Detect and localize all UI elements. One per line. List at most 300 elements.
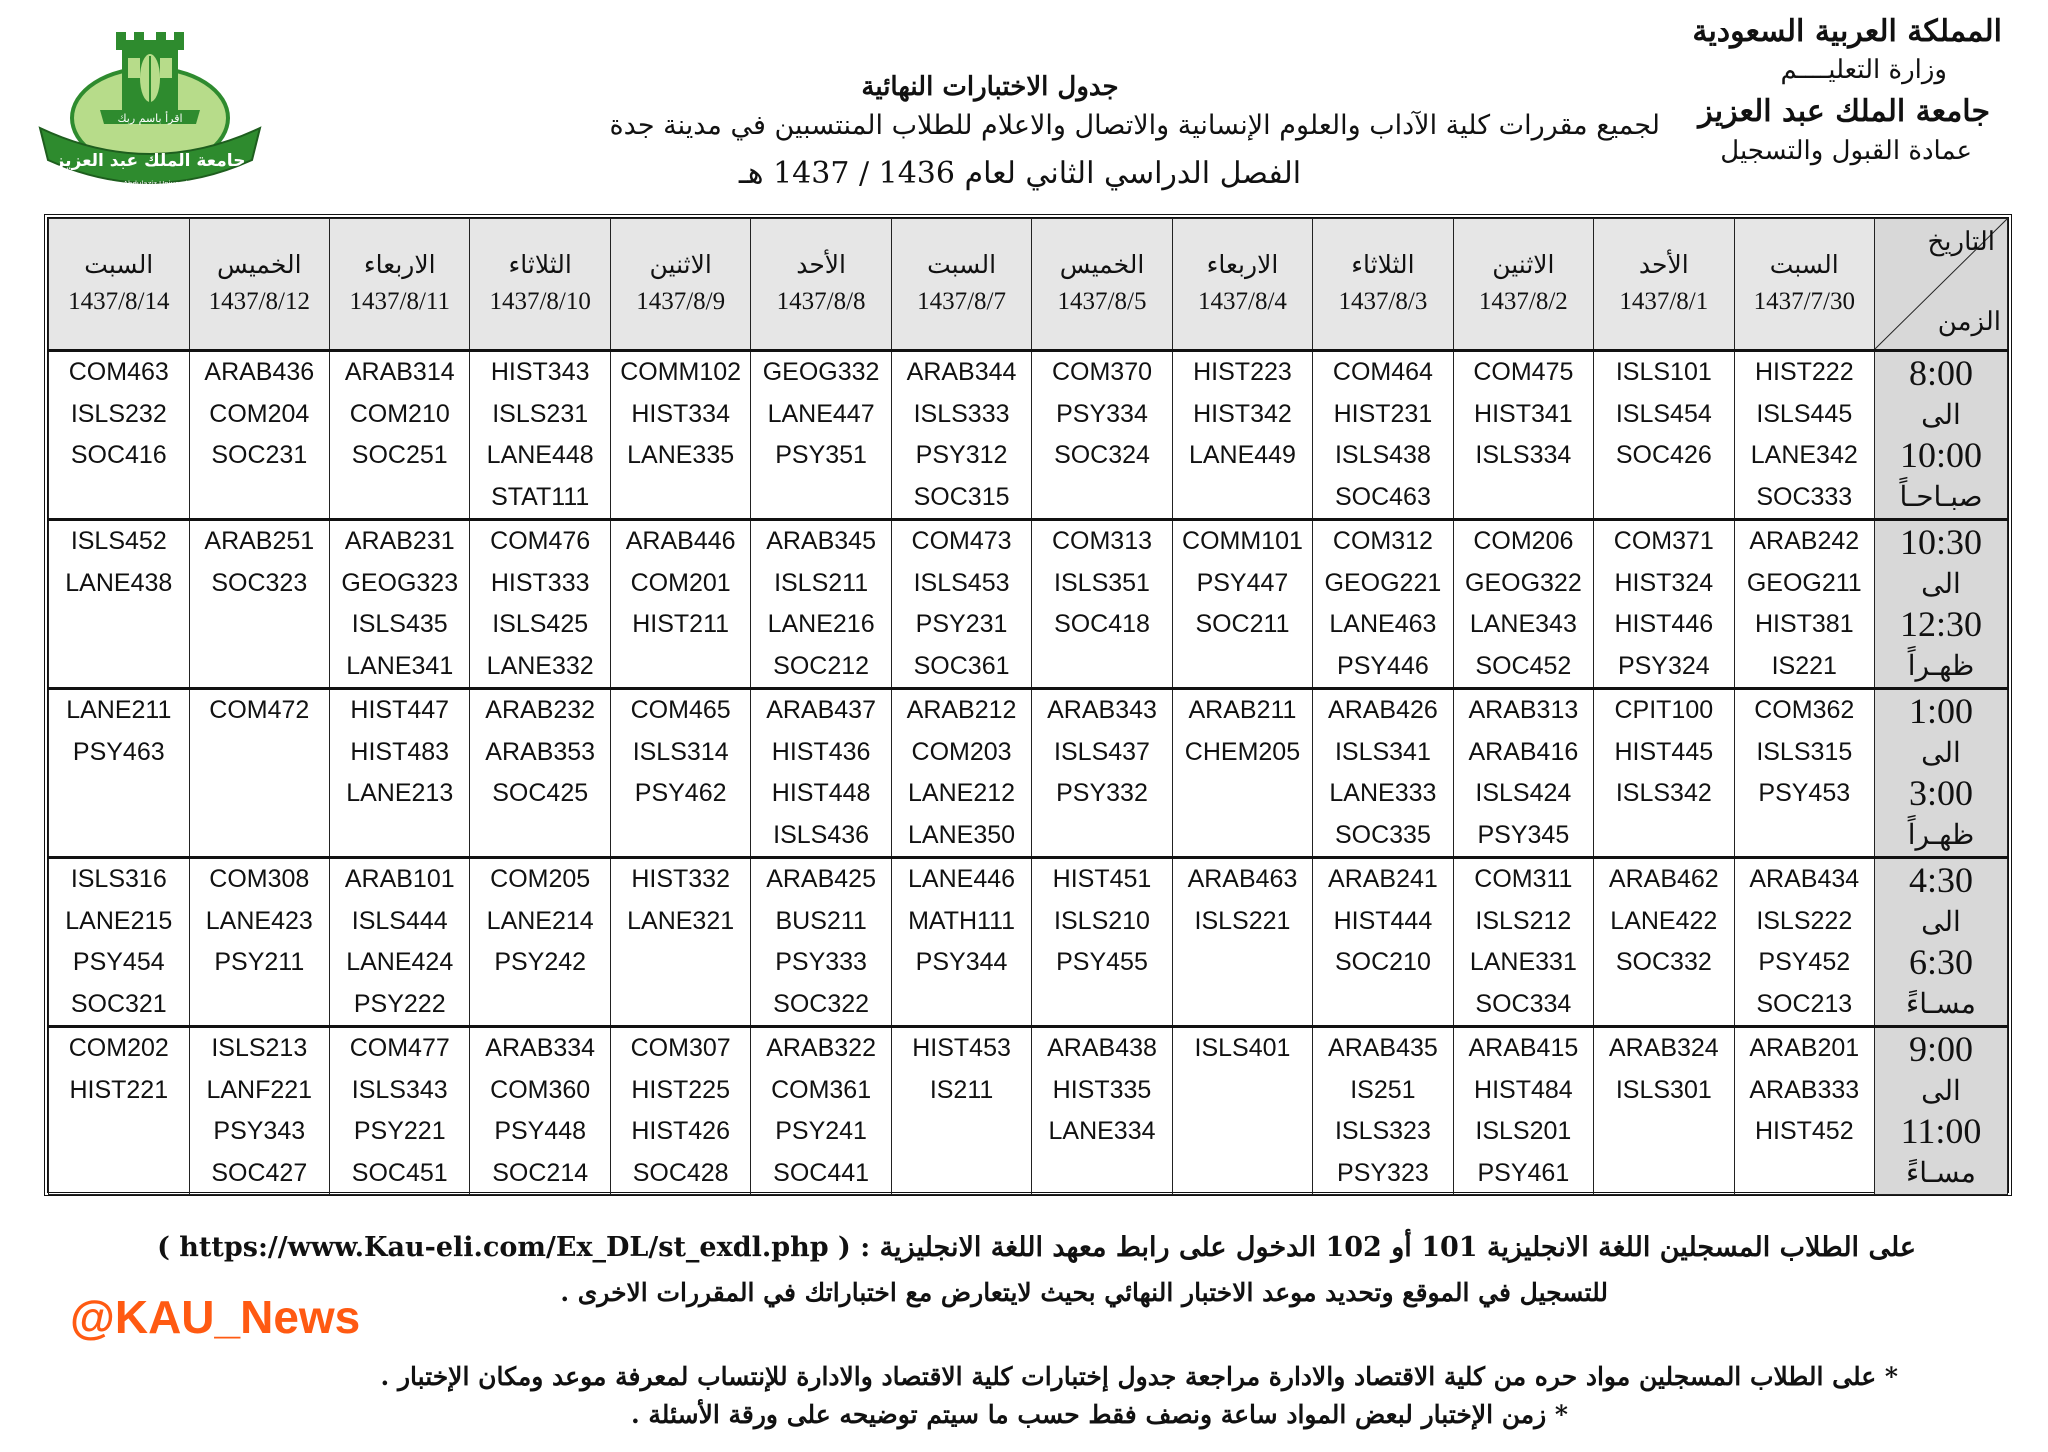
course-code: ARAB446 (625, 527, 736, 555)
course-code: GEOG332 (762, 358, 880, 386)
exam-cell (610, 1027, 750, 1195)
course-code: ARAB415 (1468, 1034, 1579, 1062)
course-code: SOC425 (492, 779, 589, 807)
course-code: ARAB353 (485, 737, 596, 766)
time-to: 3:00 (1908, 773, 1973, 813)
course-code: COM313 (1051, 527, 1153, 555)
course-code: ARAB416 (1468, 737, 1579, 766)
course-code: ISLS401 (1194, 1034, 1291, 1062)
exam-cell (1313, 351, 1453, 520)
course-code: BUS211 (775, 906, 867, 935)
course-code: SOC441 (773, 1158, 870, 1187)
course-code: COM201 (630, 568, 731, 597)
time-period: ظهـراً (1907, 818, 1975, 851)
course-code: ARAB436 (204, 358, 315, 386)
course-code: ISLS334 (1475, 441, 1572, 469)
day-header (470, 219, 610, 351)
course-code (1173, 815, 1312, 857)
course-code: PSY334 (1056, 399, 1148, 428)
exam-cell (470, 520, 610, 689)
day-date: 1437/8/10 (489, 288, 591, 315)
course-code (892, 1153, 1031, 1195)
course-code: ARAB343 (1047, 696, 1157, 724)
course-code: ISLS231 (492, 399, 589, 428)
course-code (49, 773, 189, 815)
course-code (1594, 1111, 1733, 1153)
day-date: 1437/8/2 (1478, 288, 1568, 315)
course-code (1594, 815, 1733, 857)
course-code: SOC251 (351, 441, 448, 469)
course-code (1313, 984, 1452, 1026)
course-code (892, 1111, 1031, 1153)
course-code: ARAB313 (1468, 696, 1579, 724)
course-code: PSY333 (775, 948, 867, 976)
course-code: HIST341 (1474, 399, 1573, 428)
course-code: PSY448 (494, 1117, 587, 1145)
course-code: ISLS212 (1475, 906, 1572, 935)
course-code: ARAB463 (1187, 865, 1298, 893)
exam-cell (1172, 520, 1312, 689)
course-code: SOC212 (773, 651, 870, 680)
day-name: الثلاثاء (1351, 252, 1415, 279)
exam-cell (610, 689, 750, 858)
course-code (1735, 1153, 1874, 1195)
table-header-row (49, 219, 2008, 351)
course-code: GEOG322 (1465, 568, 1582, 597)
time-to: 11:00 (1900, 1111, 1982, 1151)
course-code: ARAB322 (766, 1034, 876, 1062)
course-code: HIST448 (771, 779, 871, 807)
day-name: السبت (1769, 252, 1839, 279)
header-institution (1582, 12, 2002, 166)
day-header (330, 219, 470, 351)
course-code: COMM102 (620, 358, 742, 386)
course-code (611, 646, 750, 688)
course-code: LANE422 (1610, 906, 1718, 935)
time-slot-row (49, 520, 2008, 689)
course-code: HIST426 (631, 1117, 730, 1145)
course-code: COM473 (911, 527, 1012, 555)
corner-time-label: الزمن (1937, 307, 2001, 337)
course-code: HIST446 (1614, 610, 1714, 638)
course-code: ISLS323 (1334, 1117, 1431, 1145)
logo-english-name: King Abdulaziz University (105, 180, 195, 188)
course-code: LANE424 (346, 948, 454, 976)
exam-cell (330, 1027, 470, 1195)
day-header (1313, 219, 1453, 351)
course-code (1032, 815, 1171, 857)
exam-cell (189, 689, 329, 858)
exam-cell (891, 1027, 1031, 1195)
course-code: PSY241 (775, 1117, 867, 1145)
course-code (751, 477, 890, 519)
exam-cell (1734, 689, 1874, 858)
course-code: COM370 (1051, 358, 1153, 386)
course-code (1032, 477, 1171, 519)
day-header (1032, 219, 1172, 351)
course-code: HIST445 (1614, 737, 1714, 766)
course-code (1032, 1153, 1171, 1195)
course-code (1594, 477, 1733, 519)
course-code (1735, 815, 1874, 857)
university-name: جامعة الملك عبد العزيز (1698, 94, 1990, 129)
exam-cell (1594, 520, 1734, 689)
time-slot-cell (1875, 1027, 2008, 1195)
course-code: PSY332 (1056, 779, 1148, 807)
day-name: الأحد (1638, 252, 1689, 279)
footer-economics-notice: * على الطلاب المسجلين مواد حره من كلية الاقتصاد والادارة مراجعة جدول إختبارات كلية الاقتصاد والادارة للإنتساب لمعرفة موعد ومكان الإختبار . (380, 1362, 1898, 1391)
course-code: HIST483 (350, 737, 450, 766)
course-code: ISLS201 (1475, 1117, 1572, 1145)
course-code: COM465 (630, 696, 731, 724)
kau-news-handle: @KAU_News (70, 1291, 361, 1343)
time-slot-row (49, 1027, 2008, 1195)
day-date: 1437/8/9 (636, 288, 726, 315)
university-logo (30, 10, 270, 210)
exam-cell (1453, 520, 1593, 689)
day-date: 1437/8/3 (1338, 288, 1428, 315)
course-code (1173, 646, 1312, 688)
course-code: ARAB242 (1749, 527, 1860, 555)
course-code (49, 815, 189, 857)
exam-cell (1734, 520, 1874, 689)
course-code: COM360 (490, 1075, 591, 1104)
course-code: ISLS211 (774, 568, 869, 597)
course-code: ISLS351 (1054, 568, 1150, 597)
day-header (1172, 219, 1312, 351)
day-name: الخميس (1059, 252, 1145, 279)
course-code: PSY455 (1056, 948, 1148, 976)
course-code: MATH111 (908, 906, 1016, 935)
course-code: LANE463 (1329, 610, 1437, 638)
time-to-word: الى (1921, 567, 1961, 600)
course-code: ISLS221 (1194, 906, 1291, 935)
course-code: HIST436 (771, 737, 871, 766)
course-code: LANE438 (65, 568, 173, 597)
day-name: السبت (84, 252, 154, 279)
course-code: PSY446 (1337, 651, 1429, 680)
course-code: HIST324 (1614, 568, 1714, 597)
logo-arabic-name: جامعة الملك عبد العزيز (54, 151, 246, 171)
day-name: الأحد (796, 252, 846, 279)
course-code: ISLS445 (1756, 399, 1853, 428)
course-code: SOC210 (1334, 948, 1431, 976)
course-code (49, 1153, 189, 1195)
course-code: LANE335 (627, 441, 735, 469)
exam-cell (610, 351, 750, 520)
course-code: ISLS436 (773, 820, 870, 849)
semester-line: الفصل الدراسي الثاني لعام 1436 / 1437 هـ (738, 156, 1302, 191)
exam-cell (1032, 858, 1172, 1027)
course-code (892, 984, 1031, 1026)
course-code: STAT111 (491, 482, 590, 511)
exam-cell (1453, 858, 1593, 1027)
exam-cell (1594, 1027, 1734, 1195)
course-code: ARAB426 (1328, 696, 1438, 724)
exam-cell (49, 351, 190, 520)
exam-cell (1313, 1027, 1453, 1195)
exam-cell (189, 858, 329, 1027)
course-code: LANE448 (486, 441, 594, 469)
time-slot-row (49, 689, 2008, 858)
course-code: LANE212 (908, 779, 1016, 807)
day-header (610, 219, 750, 351)
exam-cell (1594, 689, 1734, 858)
course-code: SOC426 (1615, 441, 1712, 469)
day-header (1594, 219, 1734, 351)
course-code: SOC333 (1756, 482, 1853, 511)
course-code: HIST342 (1193, 399, 1292, 428)
time-to: 10:00 (1899, 435, 1982, 475)
time-to-word: الى (1921, 1074, 1961, 1107)
course-code: SOC324 (1054, 441, 1150, 469)
course-code (190, 732, 329, 774)
time-period: ظهـراً (1907, 649, 1975, 682)
course-code: SOC427 (211, 1158, 308, 1187)
exam-cell (1734, 1027, 1874, 1195)
course-code: LANE213 (346, 779, 454, 807)
course-code: LANE215 (65, 906, 173, 935)
course-code: ISLS437 (1054, 737, 1150, 766)
exam-cell (891, 351, 1031, 520)
course-code: PSY221 (353, 1117, 446, 1145)
exam-cell (189, 351, 329, 520)
course-code: COM307 (630, 1034, 731, 1062)
course-code (1173, 1153, 1312, 1195)
course-code (190, 604, 329, 646)
course-code: HIST452 (1754, 1117, 1854, 1145)
course-code: HIST381 (1754, 610, 1854, 638)
course-code: ISLS454 (1615, 399, 1712, 428)
course-code: LANE331 (1469, 948, 1577, 976)
course-code: ISLS316 (70, 865, 167, 893)
time-slot-cell (1875, 858, 2008, 1027)
exam-cell (330, 689, 470, 858)
footer-english-notice: على الطلاب المسجلين اللغة الانجليزية 101 أو 102 الدخول على رابط معهد اللغة الانجليزية : ( https://www.Kau-eli.com/Ex_DL/st_exdl.php ) (157, 1232, 1916, 1263)
course-code (49, 646, 189, 688)
course-code (611, 477, 750, 519)
course-code: PSY312 (915, 441, 1008, 469)
course-code (1594, 984, 1733, 1026)
exam-cell (330, 520, 470, 689)
course-code: COM472 (209, 696, 310, 724)
course-code: ISLS232 (70, 399, 167, 428)
course-code: IS221 (1771, 651, 1837, 680)
course-code (49, 1111, 189, 1153)
course-code: ISLS333 (913, 399, 1010, 428)
exam-cell (751, 520, 891, 689)
exam-cell (751, 1027, 891, 1195)
course-code (1173, 1111, 1312, 1153)
day-header (1453, 219, 1593, 351)
exam-cell (1734, 858, 1874, 1027)
course-code: PSY231 (915, 610, 1008, 638)
exam-cell (1313, 858, 1453, 1027)
exam-cell (470, 1027, 610, 1195)
course-code: COM206 (1473, 527, 1574, 555)
time-from: 4:30 (1908, 860, 1973, 900)
day-name: الاثنين (1492, 252, 1555, 279)
exam-cell (751, 858, 891, 1027)
course-code: ARAB437 (766, 696, 876, 724)
course-code (49, 477, 189, 519)
time-to-word: الى (1921, 736, 1961, 769)
course-code: ARAB201 (1749, 1034, 1860, 1062)
course-code (1032, 646, 1171, 688)
exam-cell (470, 858, 610, 1027)
course-code: SOC321 (70, 989, 167, 1018)
course-code: ISLS101 (1615, 358, 1712, 386)
course-code: ISLS213 (211, 1034, 308, 1062)
exam-cell (189, 520, 329, 689)
course-code: HIST333 (490, 568, 590, 597)
course-code: ARAB438 (1047, 1034, 1157, 1062)
course-code: LANE343 (1469, 610, 1577, 638)
course-code: SOC361 (913, 651, 1010, 680)
course-code: ARAB314 (344, 358, 455, 386)
time-slot-cell (1875, 351, 2008, 520)
time-from: 9:00 (1908, 1029, 1973, 1069)
course-code: SOC334 (1475, 989, 1572, 1018)
course-code (49, 604, 189, 646)
day-header (1734, 219, 1874, 351)
course-code (1173, 773, 1312, 815)
course-code: SOC213 (1756, 989, 1853, 1018)
course-code: ISLS342 (1615, 779, 1712, 807)
course-code: PSY242 (494, 948, 587, 976)
course-code: ARAB324 (1608, 1034, 1719, 1062)
exam-cell (891, 858, 1031, 1027)
course-code (190, 815, 329, 857)
course-code: ISLS452 (70, 527, 167, 555)
course-code: HIST332 (631, 865, 730, 893)
course-code: LANE350 (908, 820, 1016, 849)
course-code: COM477 (349, 1034, 450, 1062)
exam-cell (49, 858, 190, 1027)
course-code: LANE333 (1329, 779, 1437, 807)
course-code: ARAB434 (1749, 865, 1860, 893)
footer-english-notice-cont: للتسجيل في الموقع وتحديد موعد الاختبار النهائي بحيث لايتعارض مع اختباراتك في المقررات الاخرى . (560, 1278, 1608, 1307)
course-code (470, 984, 609, 1026)
exam-cell (1594, 351, 1734, 520)
course-code: ISLS424 (1475, 779, 1572, 807)
day-date: 1437/8/1 (1619, 288, 1709, 315)
course-code: SOC322 (773, 989, 870, 1018)
deanship-name: عمادة القبول والتسجيل (1720, 136, 1972, 166)
time-period: صبـاحـاً (1899, 480, 1983, 513)
day-header (751, 219, 891, 351)
course-code: SOC463 (1334, 482, 1431, 511)
course-code: ARAB344 (906, 358, 1017, 386)
day-header (891, 219, 1031, 351)
course-code: LANE211 (66, 696, 172, 724)
course-code: LANE449 (1188, 441, 1296, 469)
day-header (189, 219, 329, 351)
course-code: COM463 (68, 358, 169, 386)
course-code: SOC323 (211, 568, 308, 597)
day-date: 1437/7/30 (1753, 288, 1855, 315)
course-code: COM204 (209, 399, 310, 428)
time-slot-row (49, 858, 2008, 1027)
course-code: PSY447 (1196, 568, 1289, 597)
course-code: ARAB425 (766, 865, 876, 893)
day-name: الاثنين (649, 252, 712, 279)
course-code: ISLS210 (1054, 906, 1150, 935)
time-to-word: الى (1921, 905, 1961, 938)
exam-cell (1172, 351, 1312, 520)
course-code: COM476 (490, 527, 591, 555)
time-from: 10:30 (1899, 522, 1982, 562)
course-code: PSY345 (1477, 820, 1570, 849)
exam-cell (330, 858, 470, 1027)
corner-cell (1875, 219, 2008, 351)
course-code: COM308 (209, 865, 310, 893)
kingdom-name: المملكة العربية السعودية (1692, 14, 2002, 49)
exam-cell (1453, 351, 1593, 520)
course-code: ISLS222 (1756, 906, 1853, 935)
course-code: ARAB212 (906, 696, 1017, 724)
course-code: SOC428 (632, 1158, 729, 1187)
course-code: LANE341 (346, 651, 454, 680)
exam-cell (1032, 351, 1172, 520)
course-code: COM371 (1613, 527, 1714, 555)
course-code: LANE446 (908, 865, 1016, 893)
exam-cell (1032, 1027, 1172, 1195)
course-code: PSY343 (213, 1117, 306, 1145)
day-name: الاربعاء (1206, 252, 1279, 279)
course-code: ARAB231 (344, 527, 455, 555)
course-code (190, 773, 329, 815)
exam-cell (1172, 858, 1312, 1027)
exam-cell (470, 351, 610, 520)
course-code: PSY453 (1758, 779, 1851, 807)
course-code: ISLS301 (1615, 1075, 1712, 1104)
day-name: الثلاثاء (508, 252, 572, 279)
exam-cell (470, 689, 610, 858)
course-code: ISLS341 (1334, 737, 1431, 766)
course-code: ISLS444 (351, 906, 448, 935)
course-code: ARAB251 (204, 527, 315, 555)
course-code: HIST451 (1052, 865, 1152, 893)
course-code (1173, 942, 1312, 984)
exam-cell (610, 858, 750, 1027)
course-code: LANE447 (767, 399, 875, 428)
course-code (611, 815, 750, 857)
time-from: 8:00 (1908, 353, 1973, 393)
course-code: ISLS343 (351, 1075, 448, 1104)
exam-cell (1594, 858, 1734, 1027)
exam-cell (1313, 689, 1453, 858)
course-code: HIST343 (490, 358, 590, 386)
day-header (49, 219, 190, 351)
course-code (1173, 984, 1312, 1026)
day-name: الخميس (217, 252, 302, 279)
exam-cell (891, 689, 1031, 858)
course-code: SOC418 (1054, 610, 1150, 638)
course-code: PSY461 (1477, 1158, 1570, 1187)
exam-cell (49, 520, 190, 689)
time-to: 12:30 (1899, 604, 1982, 644)
exam-cell (1734, 351, 1874, 520)
course-code: COMM101 (1182, 527, 1303, 555)
course-code: COM362 (1754, 696, 1855, 724)
time-slot-cell (1875, 689, 2008, 858)
day-date: 1437/8/7 (917, 288, 1006, 315)
course-code: ARAB211 (1188, 696, 1297, 724)
time-from: 1:00 (1908, 691, 1973, 731)
exam-cell (1172, 689, 1312, 858)
page-subtitle: لجميع مقررات كلية الآداب والعلوم الإنسانية والاتصال والاعلام للطلاب المنتسبين في مدينة جدة (609, 110, 1660, 141)
